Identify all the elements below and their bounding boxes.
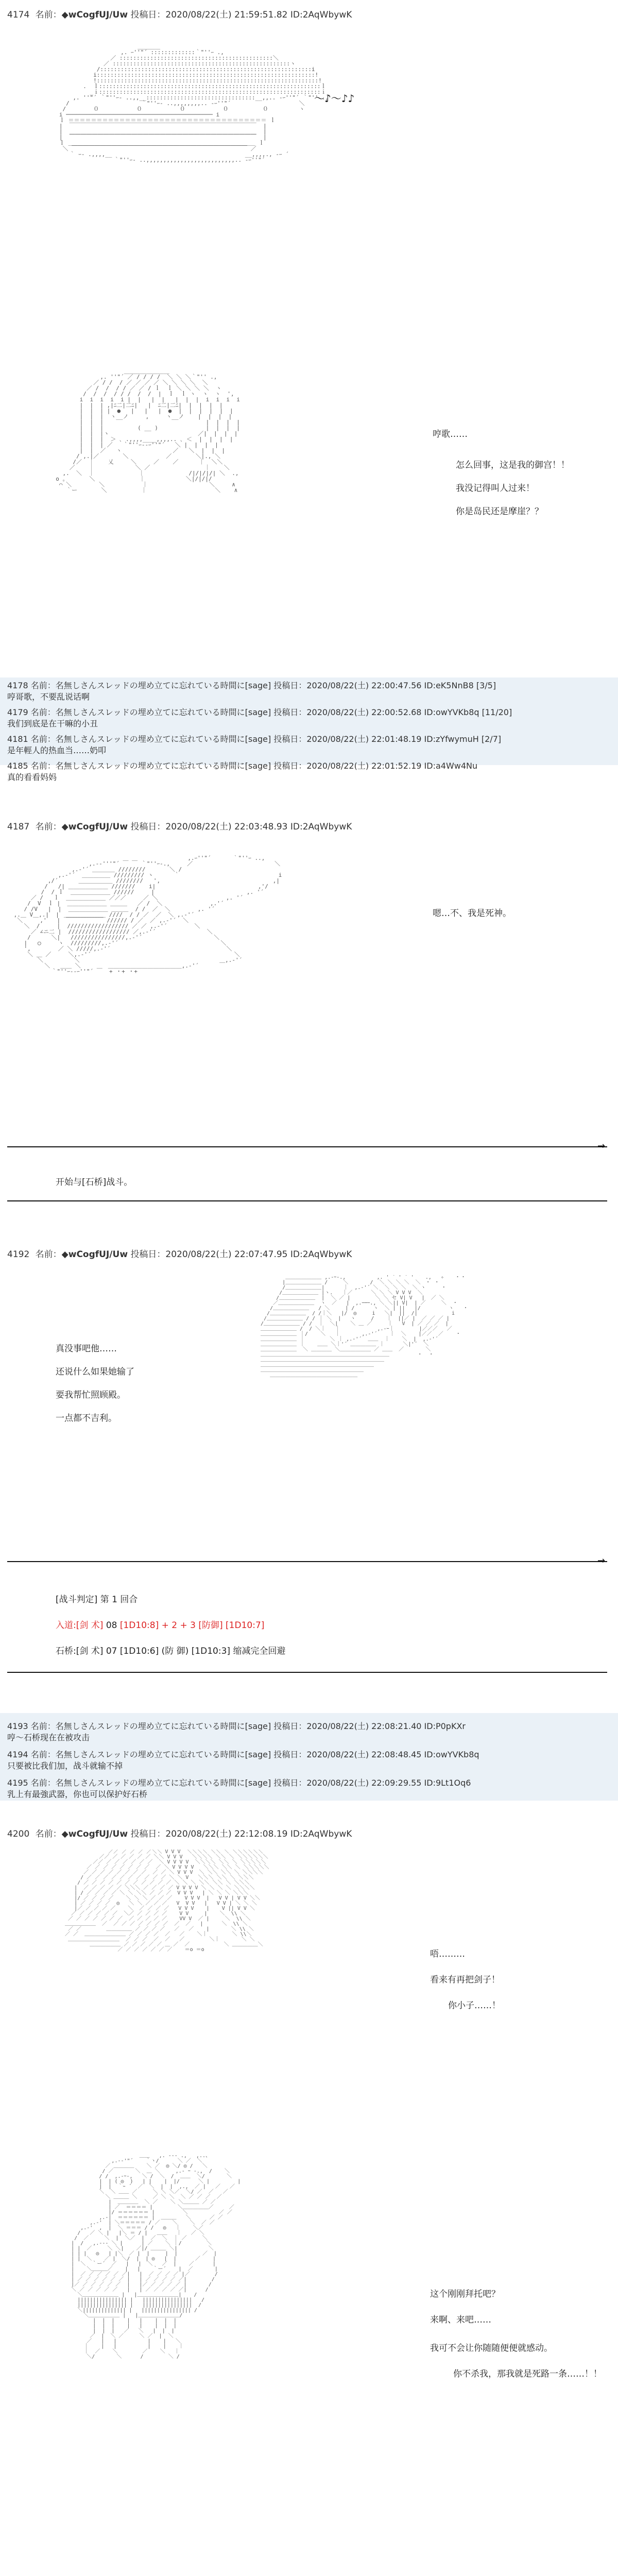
- arrow-right-icon: →: [597, 1141, 606, 1151]
- poster-trip[interactable]: ◆wCogfUJ/Uw: [61, 822, 128, 832]
- reply-header: 4193 名前：名無しさんスレッドの埋め立てに忘れている時間に[sage] 投稿日：2020/08/22(土) 22:08:21.40 ID:P0pKXr: [7, 1721, 466, 1731]
- poster-trip[interactable]: ◆wCogfUJ/Uw: [61, 10, 128, 20]
- reply-body: 乳上有最強武器，你也可以保护好石桥: [7, 1789, 148, 1799]
- divider-line: [7, 1146, 607, 1147]
- music-notes: ～♪～♪♪: [314, 92, 355, 105]
- reply-body: 真的看看妈妈: [7, 772, 57, 782]
- battle-row-fighter2: 石桥:[剑 术] 07 [1D10:6] (防 御) [1D10:3] 缩减完全回避: [56, 1646, 286, 1656]
- ascii-art-warrior-body: ＿＿ ,. --- ., ,..、 ,.-‐'"´ ｀ヽ/ ＼ ／ ＼ ／ ＿＿＿＿ ＼ ／ ◎ ＼/ ◎ / ＼ / ／ ＼ ＿ ＼ ,.- ｰ -., / ＼ / / ,.-ｰ-, ＼ / ＼ / ＿＿ ＼/ ＼ | | ( ◎ ) | | | |/ ＼ | | | | ｀ｰ ´ ／ ＼ | | ,., ／ | ／ ／ ＼ ＼ ＿＿ ／ ＼ ＼ ＼／ ＼/ ／ ／ ／ ＼ ＿＿＿ ＼ ／ ＼ ＼ ＼ ／ ／ ／ ／ | ＿＿＿＿ ＼ ／ ＼ ＼＿＿＿ ／ ／ | ／ ＝＝＝＝ | ＼＿＿＿＿＿／ ／ |/ ＝＝＝＝＝＝ | ＼ ／ ／ ,.-| ＝＝＝＝＝＝ | ＿＿＿ ＼ ／ ／ ,.-' | ＼＝＝＝＝＝ / ／ ＼ ＼ ／ ／ ,.-' , | ＼ ＝＝＝ / / ◎ ｜ ＼／ / ／ ＼ | |＼ ＝ / | ＿＿ ｜ ／ ＼ / ／ ＼ | ＼／ | ／ ＼ ｜ ／ ＼ | / ,.--- ＼ | | ／ ＼ ｜/ ＼ | | ／ ＼ ＼| ／|/ ＿＿＿ ＼| ＼ | | | ◎ | |＼ ／ | | | | ／ | | | ＼ ／ | ＼/ | | ◎ | | ／ | | ＼ ｀ー´ ／ | | ＼ ／ | ／ | | ＼＿＿＿／ | | ｀ー´ | ／ | | ／ ／ ／ ／ ／ ／| | ／ ／ ／ ／ |／ / | ／ ／ ／ ／ ／ ／ | | ／ ／ ／ ／ ／| / |／ ／ ／ ／ ／ ／ | |／ ／ ／ ／ ／ | / ＼ ／ ／ ／ ／ ／ | | ／ ／ ／ ／ ／| / ＼＿＿＿＿＿＿＿ | |＿＿＿＿＿＿＿＿| / |||||||||||||||| | |||||||||||||||| / |||||||||||||||| | |||||||||||||||| / ＼|||||||||||||| | |||||||||||||||| / ＼＿＿＿＿＿＿ | |＿＿＿＿＿＿＿＿/ | | | | | | | | | | | | | | | | | | | ／ ＼ | | | ／ | ＼ ／ ＼ ／ | ＼ ／ | | | | ＼ ｜ | | | | ｜ ｜ ／ ＼ ／ ＼ ｜ ＼/ ＼ / ＼ /: [71, 2154, 241, 2360]
- ascii-art-hat-girl: ＿＿＿＿ ,. ｰ''"´ :::::::::::::｀"''ｰ ., ／ :::::::::::::::::::::::::::::::::::::::::::::＼ ／ ::::::::::::::::::::::::::::::::::::::::::::::::::::ヽ /::::::::::::::::::::::::::::::::::::::::::::::::::::::::::::::i i::::::::::::::::::::::::::::::::::::::::::::::::::::::::::::::::! !:::::::::::::::::::::::::::::::::::::::::::::::::::::::::::::::::! . ｌ:::::::::::::::::::::::::::::::::::::::::::::::::::::::::::::::::ｌ _ｉ:::::::::::::::::::::::::::::::::::::::::::::::::::::::::::::::::ｉ_ ,. ''"´ ｀"''ｰ- ..,,__::::::::::::::::::::::::::::::::__,,.. -ｰ''"´ ｀"'' ., / ｀"''ｰ- ..,,,,,,,,.. -ｰ''"´ ＼ / ０ ０ ０ ０ ０ ヽ i ─────────────────────────────────────────── i ｌ ＝＝＝＝＝＝＝＝＝＝＝＝＝＝＝＝＝＝＝＝＝＝＝＝＝＝＝＝＝＝＝＝＝＝＝ ｌ | ￣￣￣￣￣￣￣￣￣￣￣￣￣￣￣￣￣￣￣￣￣￣￣￣￣￣￣￣￣￣￣￣￣ | | ＿＿＿＿＿＿＿＿＿＿＿＿＿＿＿＿＿＿＿＿＿＿＿＿＿＿＿＿＿＿＿＿＿ | | ￣￣￣￣￣￣￣￣￣￣￣￣￣￣￣￣￣￣￣￣￣￣￣￣￣￣￣￣￣￣￣￣￣ | ｌ ＿＿＿＿＿＿＿＿＿＿＿＿＿＿＿＿＿＿＿＿＿＿＿＿＿＿＿＿＿＿＿＿＿ ｌ ＼ ￣￣￣￣￣￣￣￣￣￣￣￣￣￣￣￣￣￣￣￣￣￣￣￣￣￣￣￣￣￣￣ ／ ｀ ｰ- .,,,,__ __,,,,., -ｰ ´ ｀"''ｰ- ..,,,,,,,,,,,,,,,,,,,,,,,,,,.. -ｰ''"´: [59, 44, 330, 163]
- divider-line: [7, 1561, 607, 1562]
- post-header: 4187 名前：◆wCogfUJ/Uw 投稿日：2020/08/22(土) 22:03:48.93 ID:2AqWbywK: [7, 822, 352, 832]
- post-header: 4174 名前：◆wCogfUJ/Uw 投稿日：2020/08/22(土) 21:59:51.82 ID:2AqWbywK: [7, 10, 352, 20]
- post-header: 4200 名前：◆wCogfUJ/Uw 投稿日：2020/08/22(土) 22:12:08.19 ID:2AqWbywK: [7, 1829, 352, 1839]
- reply-body: 哼～石桥现在在被攻击: [7, 1733, 90, 1742]
- poster-id[interactable]: ID:2AqWbywK: [290, 1249, 352, 1260]
- reply-header: 4185 名前：名無しさんスレッドの埋め立てに忘れている時間に[sage] 投稿日：2020/08/22(土) 22:01:52.19 ID:a4Ww4Nu: [7, 761, 478, 771]
- arrow-right-icon: →: [597, 1555, 606, 1566]
- ascii-art-warrior-hair: ／／ ／ ／ ／ ／＼＼ V V V ＼＼＼＼ ＼＼ ＼ ＼＼＼＼＼＼ ／／ ／ ／ ／ ／ ／ ＼＼ V V V ＼＼＼＼ ＼＼ ＼ ＼＼＼＼＼＼ ／／ ／ ／ ／ ／ ／ ／ ＼ V V V V ＼＼＼＼ ＼＼ ＼ ＼＼＼＼＼ ／ ／ ／ ／ ／ ／ ／ ／ ／ ＼ V V V V ＼＼＼ ＼＼ ＼ ＼＼＼＼＼ ／ ／ ／ ／ ／ ／ ／ ／ ／ ／ ＼ V V V ＼ ＼＼ ＼＼ ＼ ＼＼＼＼ / ／ ／ ／ ／ ／ ／ ／ ／ ／ ／ ＼ ＼ V ＼＼＼ ＼＼ ＼ ＼＼＼ / ／ ／ ／ ／ ／ ／ ／ ／ ／ ／ ／ ＼ ＼ ＼ ＼＼ ＼＼ ＼ ＼＼＼ | ／ ／ ／ ／ ／ ＼＼＼ ／ ／ ／ ／ V V V V ＼ ＼ ＼ ＼ ＼＼＼＼ | / ／ ／ ／ ／ ＼ ＼ ＼＼ ／ ／ ／ V V V | ＼ ＼ ＼ ＼＼＼ |/ ／ ／ ／ ／ ＼ ＼ ＼ ／ ／ ／ V V V | V V | V V ＼＼ | ／ ／ ／ ／ ◎ ＼ ＼ ／ ／ ／ V V V | V V | ＼ ＼ ＼ |／ ／ ／ ／ ／ ＼ ／ ／ ／ ／ V V V | V || V V ＼ ／ ／ ／ ／ ／ ／ ＼／ ／ ／ ／ ／ V V | ＼ \\ ＼ ／ ／ ／ ／ ／ ／ ／ ／ ／ ／ ／ ／ VV V ／ | ＼ \\ ＼ ＿＿＿＿＿＿ ／ ／ ／ ／ ／ ／ ／ ／ ／ ／ | ＼ \\ ＼ ／ ／ ＿＿＿＿＿ ／ ／ ／ ／ ／ ／ | ＼ \\ ＼ ／ ／ ＿＿＿＿＿＿＿＿ ／ ／ ／ ／ ／ ／ ＼｜ ＼ \\＼ ＿＿＿＿＿＿＿＿＿＿ ／ ／ ／ ／ ／ ／ ＼｜ ＼ ＼ ＿＿＿＿＿＿ ／ ／ ／ ／ ／ ＿ ／ ／ ＼ ＿＿＿＿＿＼ ／ ／ ／ ／ ／ ／ ／ ＝o ＝o: [65, 1850, 269, 1953]
- reply-header: 4181 名前：名無しさんスレッドの埋め立てに忘れている時間に[sage] 投稿日：2020/08/22(土) 22:01:48.19 ID:zYfwymuH [2/7]: [7, 734, 502, 744]
- poster-id[interactable]: ID:2AqWbywK: [290, 1829, 352, 1839]
- speech-reaper: 嗯…不、我是死神。: [433, 908, 511, 919]
- reply-body: 我们到底是在干嘛的小丑: [7, 719, 98, 728]
- reply-header: 4179 名前：名無しさんスレッドの埋め立てに忘れている時間に[sage] 投稿日：2020/08/22(土) 22:00:52.68 ID:owYVKb8q [11/20]: [7, 707, 512, 717]
- reply-body: 哼哥歌，不要乱说话啊: [7, 692, 90, 702]
- poster-trip[interactable]: ◆wCogfUJ/Uw: [61, 1249, 128, 1260]
- ascii-art-reaper-swing: ,.ｰ''"´ ￣ ￣ ｀"''ｰ .., ,.-‐'''"´ ￣ ￣ ｀"''ｰ-., ／ ＼ ,.-'´ ＿＿＿＿ //////// ＼ / ,.-'´ ＿＿＿＿＿ ///////// ヽ ｀ i ,/´ ＿＿＿＿＿＿ //////// ', ,| / /| ＿＿＿＿＿＿＿ /////// i| ,'/ / / ｌ ＿＿＿＿＿＿＿ ////// | ,. '´ ／ / ｌ ＿＿＿＿＿＿＿ ／／／ ／ ＼ ,. '´ / V ｌ | ＿＿＿＿＿＿＿ ＿＿＿ ／ / ＼ ,.'´ / /V | | ＿＿＿＿＿＿＿ ＿＿＿ / / ／ ＼ ,. '´ ,.＿ V＿,.| | ＿＿＿＿＿＿＿ //// / / ／ ／ ＼ ,.-'´ ＼ ,' | ￣￣￣￣￣￣￣ ////// / ／ ／ ,.-'´ ＼ ＼ / | ////////////////// ／ ／ ,.-'´ ＼ ／ ∠ニ二 | ////////////////// ／,.-'´ ＼ / ＼| ////////////////,.-'´ ＼ | ◯ ヽ /////////,.-'´ ＼ ', ／ ＼ /////,.-'´ ＼ ＼ ＿ ／ ＼,.-'´ ＼ ＼ ＼ ＿,.-'´ ＼ ＿＿ ＼ ＿＿＿＿＿＿＿＿＿＿＿＿＿,.-'´ ｀"''ｰ--ｰ''"´ ￣ + ・+ ・+: [13, 855, 282, 975]
- poster-id[interactable]: ID:2AqWbywK: [290, 10, 352, 20]
- poster-trip[interactable]: ◆wCogfUJ/Uw: [61, 1829, 128, 1839]
- reply-header: 4194 名前：名無しさんスレッドの埋め立てに忘れている時間に[sage] 投稿日：2020/08/22(土) 22:08:48.45 ID:owYVKb8q: [7, 1750, 479, 1759]
- ascii-art-warrior-clash: ＿＿＿＿＿＿＿ ,.-ｰ-., ,. ' ´ ' ` ' ｀ ., ✧ ･ ･ |＿＿＿＿＿＿＿ / ＼ / ＼ ＼ ＼ ＼ ＼ ･ ･ /＿＿＿＿＿＿＿| ｜ ,.-'´ ＼ ＼ ＼ ＼ ＼ ヽ ・ /＿＿＿＿＿＿＿ |ヽ. ｜／ ＼ ＼ ＼ V V V ＼ /＿＿＿＿＿＿＿ | ＼ ／ | ＼ ＼ セ V| V | ／ ＼ ／＿＿＿＿＿＿＿ ヽ ／ | ,.ｰ─ｰ., ＼ ＼|| V| | ／ ＼ ・ /＿＿＿＿＿＿＿ / ＼ | / ヽ ＼ | || |/ ヽ ・ /＿＿＿＿＿＿＿ / /｜＼ |/ ◎ i ＼| || /| i /＿＿＿＿＿＿＿ / / ｜ ＼ | ヽ / ｜ ||／ | ／ ／ ／ | /＿＿＿＿＿＿＿ / / ｜ ＼| ＼ ＿ ／ ｜ V | ／ ／ ／ | ＿＿＿＿＿＿＿ / / ＼｜ ｜ ,.-ｰ｜ |／／／ ／ ＿＿＿＿＿＿＿ ｜/ ＼ ｜ ,.-'´ ｜ ＼ |／／ ／ ・ ＿＿＿＿＿＿＿ ｜ ＼ ｜ ,.-'´ ＿＿ ｜ ＼ | ,.-'´ ＿＿＿＿＿＿＿ ｜ ＿＿ ＼｜'´ ＿＿＿＿＿ ｜ ＼|'´ ＼ ＿＿＿＿＿＿＿ ＼ ＿＿＿＿ ＼＿＿＿＿＿＿ ／ ＿＿ ／ ＼ ＿＿＿＿＿＿＿＿＿＿＿＿＿＿＿＿＿＿＿＿＿＿＿＿＿ ・ ・ ＿＿＿＿＿＿＿＿＿＿＿＿＿＿＿＿＿＿＿＿＿＿＿＿ ＿＿＿＿＿＿＿＿＿＿＿＿＿＿＿＿＿＿＿＿＿＿ ＿＿＿＿＿＿＿＿＿＿＿＿＿＿＿＿＿＿＿＿ ＿＿＿＿＿＿＿＿＿＿＿＿＿＿＿＿＿: [261, 1275, 468, 1378]
- battle-title: [战斗判定] 第 1 回合: [56, 1595, 138, 1605]
- ascii-art-girl-portrait: ＿＿＿＿＿＿＿＿ ,. ''"´ ／ / / / / ＼ ＼ ＼｀"'' ., ／ / / / ／ ／ ／ ／ ＼ ＼ ＼ ＼ ＼ ／ / / / / ／ ／ / ｌ ｌ ＼ ＼ ＼ ＼ ヽ / / / / / / / / | ｌ ｌ ヽ ヽ ヽ ', i i i i i | | | | | | | i i i i | | | ,|ﾆ二|二ﾆ| | ﾆ二|二ﾆ| | | | | | | | | ● | | | ● | | | | | | | | | ヽ__ノ , ヽ__ノ | | | | | | | | | | | | | | ( __ ) | | | | | | |ヽ ／| | | | | | | ＞ ､ .,,,,____,,,,.. ､ ＜ | | | | | | | ／ ｀"''ｰ--ｰ''"´ ＼ | | | | | | ／ ヽ ／ ＼ | | | / ,.|／ ＼ ／ ＼|., ＼ /／ ｜ 乂 ＼ ／ ／ ｜ ＼＼ ／ ｜ ＼ ／ ｜ ＼ ,. ＼ ｜ ｜ /|/|/|/| ＼ ., o ｡ ＼ ｜ ＼|/|/|/ ⌒ ＼ ＼ ｜ ＼ ∧ ｀ー ＼ ｜ ＼ ∧: [56, 368, 240, 494]
- reply-header: 4178 名前：名無しさんスレッドの埋め立てに忘れている時間に[sage] 投稿日：2020/08/22(土) 22:00:47.56 ID:eK5NnB8 [3/5]: [7, 681, 496, 690]
- divider-line: [7, 1200, 607, 1201]
- divider-line: [7, 1672, 607, 1673]
- battle-row-fighter1: 入道:[剑 术] 08 [1D10:8] + 2 + 3 [防御] [1D10:7]: [56, 1620, 265, 1631]
- reply-body: 只要被比我们加，战斗就输不掉: [7, 1761, 123, 1771]
- reply-header: 4195 名前：名無しさんスレッドの埋め立てに忘れている時間に[sage] 投稿日：2020/08/22(土) 22:09:29.55 ID:9Lt1Oq6: [7, 1778, 471, 1788]
- battle-start-narration: 开始与[石桥]战斗。: [56, 1177, 133, 1188]
- post-header: 4192 名前：◆wCogfUJ/Uw 投稿日：2020/08/22(土) 22:07:47.95 ID:2AqWbywK: [7, 1249, 352, 1260]
- reply-body: 是年輕人的热血当……奶叩: [7, 745, 107, 755]
- poster-id[interactable]: ID:2AqWbywK: [290, 822, 352, 832]
